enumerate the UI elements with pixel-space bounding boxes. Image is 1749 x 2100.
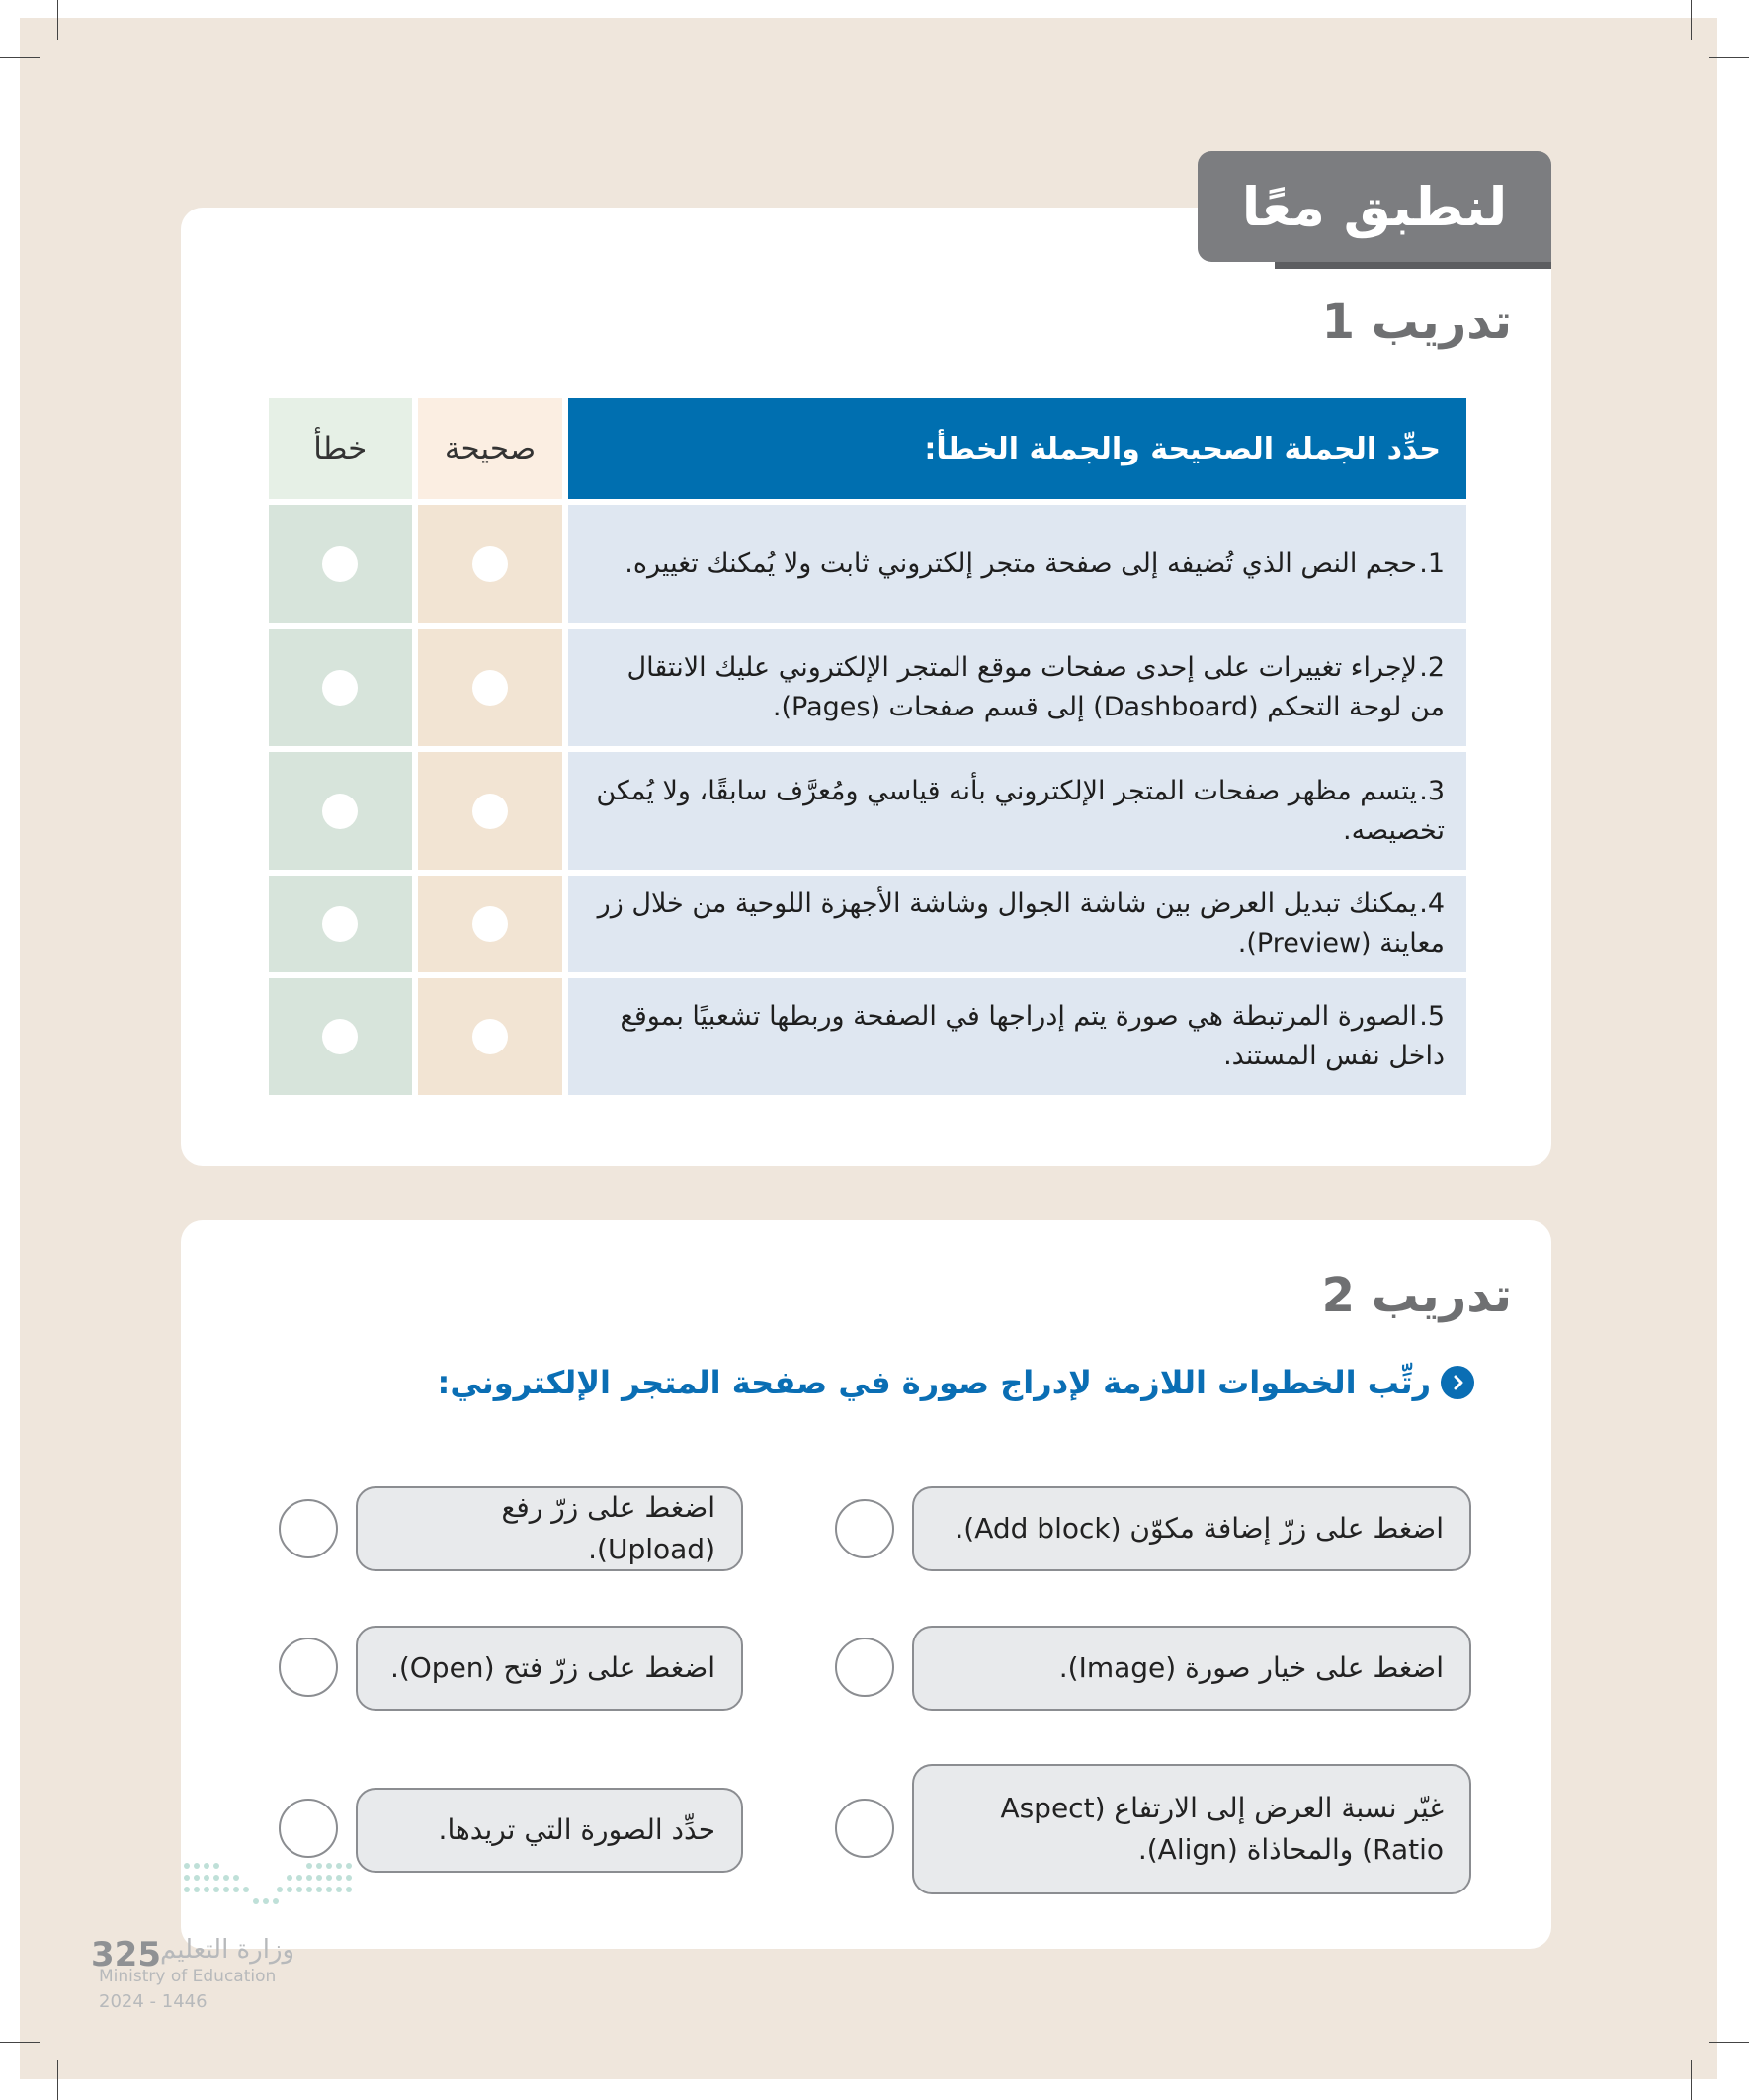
crop-mark	[57, 0, 58, 40]
drill2-title: تدريب 2	[1321, 1268, 1512, 1323]
false-cell	[269, 752, 412, 870]
true-radio[interactable]	[472, 670, 508, 706]
instruction	[438, 1364, 1474, 1401]
true-cell	[418, 978, 563, 1095]
drill1-title: تدريب 1	[1321, 294, 1512, 350]
false-cell	[269, 505, 412, 623]
table-row	[269, 505, 1466, 623]
statement-cell: 2.لإجراء تغييرات على إحدى صفحات موقع المتجر الإلكتروني عليك الانتقال من لوحة التحكم (Dashboard) إلى قسم صفحات (Pages).	[568, 629, 1466, 746]
table-row	[269, 752, 1466, 870]
false-header: خطأ	[269, 398, 412, 499]
false-cell	[269, 629, 412, 746]
ministry-name-en: Ministry of Education	[99, 1967, 277, 1986]
statement-cell: 5.الصورة المرتبطة هي صورة يتم إدراجها في الصفحة وربطها تشعبيًا بموقع داخل نفس المستند.	[568, 978, 1466, 1095]
crop-mark	[0, 2042, 40, 2043]
true-cell	[418, 629, 563, 746]
statement-cell: 3.يتسم مظهر صفحات المتجر الإلكتروني بأنه قياسي ومُعرَّف سابقًا، ولا يُمكن تخصيصه.	[568, 752, 1466, 870]
crop-mark	[1709, 2042, 1749, 2043]
section-tab: لنطبق معًا	[1198, 151, 1551, 262]
true-header: صحيحة	[418, 398, 563, 499]
step-box: حدِّد الصورة التي تريدها.	[356, 1788, 743, 1873]
true-false-table	[263, 392, 1472, 1101]
true-radio[interactable]	[472, 1019, 508, 1054]
step-box: اضغط على زرّ إضافة مكوّن (Add block).	[912, 1486, 1471, 1571]
crop-mark	[1691, 0, 1692, 40]
step-box: اضغط على زرّ فتح (Open).	[356, 1626, 743, 1711]
false-radio[interactable]	[322, 546, 358, 582]
order-circle[interactable]	[835, 1499, 894, 1558]
false-radio[interactable]	[322, 794, 358, 829]
crop-mark	[0, 57, 40, 58]
chevron-right-icon	[1441, 1366, 1474, 1399]
table-row	[269, 876, 1466, 972]
step-box: اضغط على زرّ رفع (Upload).	[356, 1486, 743, 1571]
order-circle[interactable]	[835, 1638, 894, 1697]
page-number: 325	[91, 1935, 161, 1974]
false-radio[interactable]	[322, 906, 358, 942]
false-radio[interactable]	[322, 670, 358, 706]
order-circle[interactable]	[279, 1799, 338, 1858]
statement-cell: 4.يمكنك تبديل العرض بين شاشة الجوال وشاشة الأجهزة اللوحية من خلال زر معاينة (Preview).	[568, 876, 1466, 972]
table-row	[269, 978, 1466, 1095]
false-radio[interactable]	[322, 1019, 358, 1054]
crop-mark	[57, 2060, 58, 2100]
order-circle[interactable]	[835, 1799, 894, 1858]
false-cell	[269, 978, 412, 1095]
true-radio[interactable]	[472, 794, 508, 829]
crop-mark	[1691, 2060, 1692, 2100]
statement-header: حدِّد الجملة الصحيحة والجملة الخطأ:	[568, 398, 1466, 499]
table-header-row	[269, 398, 1466, 499]
crop-mark	[1709, 57, 1749, 58]
ministry-logo-icon	[181, 1858, 359, 1917]
statement-cell: 1.حجم النص الذي تُضيفه إلى صفحة متجر إلكتروني ثابت ولا يُمكنك تغييره.	[568, 505, 1466, 623]
true-cell	[418, 752, 563, 870]
false-cell	[269, 876, 412, 972]
true-radio[interactable]	[472, 546, 508, 582]
instruction-text: رتِّب الخطوات اللازمة لإدراج صورة في صفحة المتجر الإلكتروني:	[437, 1364, 1431, 1401]
true-radio[interactable]	[472, 906, 508, 942]
true-cell	[418, 876, 563, 972]
order-circle[interactable]	[279, 1638, 338, 1697]
order-circle[interactable]	[279, 1499, 338, 1558]
step-box: اضغط على خيار صورة (Image).	[912, 1626, 1471, 1711]
step-box: غيّر نسبة العرض إلى الارتفاع (Aspect Ratio) والمحاذاة (Align).	[912, 1764, 1471, 1894]
table-row	[269, 629, 1466, 746]
true-cell	[418, 505, 563, 623]
footer-year: 2024 - 1446	[99, 1991, 208, 2012]
ministry-name-ar: وزارة التعليم	[160, 1935, 295, 1965]
